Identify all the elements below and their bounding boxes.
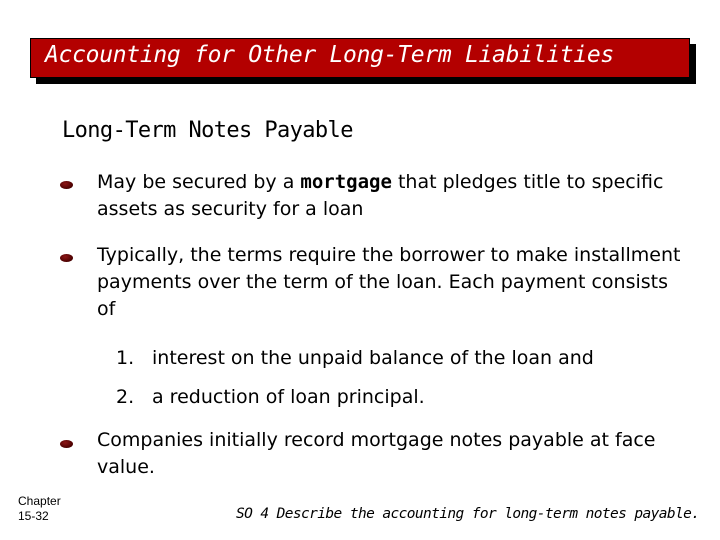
study-objective: SO 4 Describe the accounting for long-term notes payable. bbox=[236, 506, 700, 522]
numbered-item-number: 1. bbox=[116, 347, 135, 369]
section-heading: Long-Term Notes Payable bbox=[62, 118, 353, 143]
chapter-number: 15-32 bbox=[18, 509, 49, 523]
bullet-item-2: Typically, the terms require the borrower to make installment payments over the term of the loan. Each payment consists of bbox=[97, 244, 681, 320]
bullet-1-text-start: May be secured by a bbox=[97, 171, 301, 193]
title-bar bbox=[30, 38, 690, 78]
bullet-icon bbox=[60, 440, 73, 448]
numbered-item-2 bbox=[116, 386, 425, 408]
chapter-word: Chapter bbox=[18, 494, 61, 508]
numbered-item-text: interest on the unpaid balance of the loan and bbox=[152, 347, 594, 369]
numbered-item-1 bbox=[116, 347, 594, 369]
slide-title: Accounting for Other Long-Term Liabilities bbox=[45, 42, 614, 68]
chapter-label bbox=[18, 494, 61, 524]
bullet-1-text-end: that pledges title to specific assets as security for a loan bbox=[97, 171, 664, 220]
numbered-item-number: 2. bbox=[116, 386, 135, 408]
numbered-item-text: a reduction of loan principal. bbox=[152, 386, 425, 408]
bullet-item-1 bbox=[97, 169, 687, 223]
bullet-icon bbox=[60, 181, 73, 189]
bullet-item-3: Companies initially record mortgage notes payable at face value. bbox=[97, 429, 656, 478]
bullet-1-bold-term: mortgage bbox=[300, 171, 392, 193]
bullet-icon bbox=[60, 254, 73, 262]
